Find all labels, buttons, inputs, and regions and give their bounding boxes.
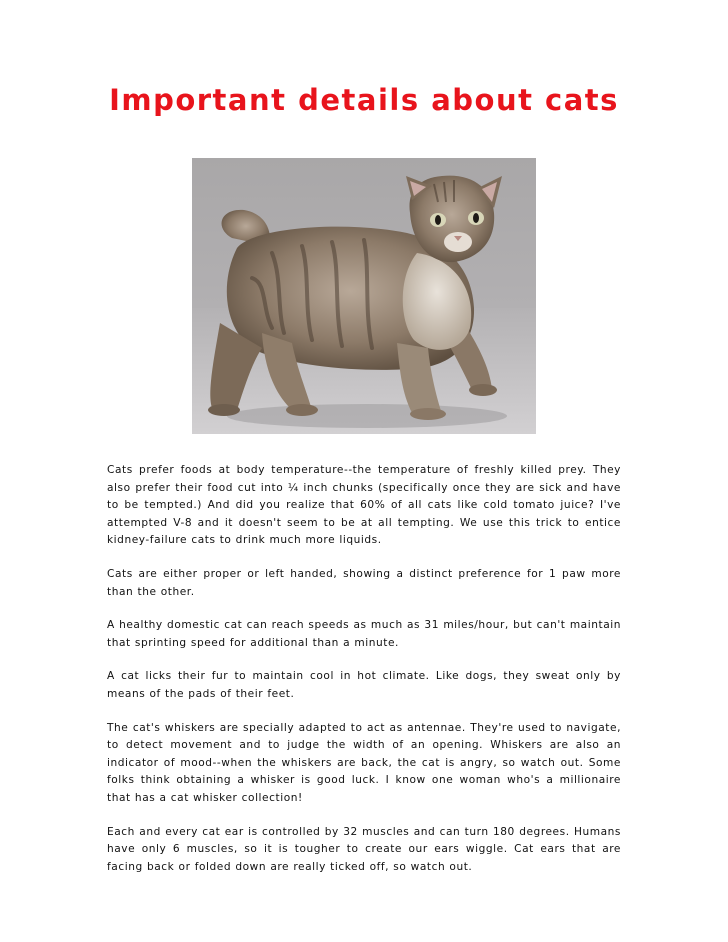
- paragraph-handedness: Cats are either proper or left handed, showing a distinct preference for 1 paw more than the other.: [107, 567, 621, 598]
- paragraph-ears: Each and every cat ear is controlled by 32 muscles and can turn 180 degrees. Humans have only 6 muscles, so it is tougher to create our ears wiggle. Cat ears that are facing back or folded down are really ticked off, so watch out.: [107, 825, 621, 873]
- article-body: [107, 462, 621, 892]
- paragraph-food-temperature: Cats prefer foods at body temperature--the temperature of freshly killed prey. They also prefer their food cut into ¼ inch chunks (specifically once they are sick and have to be tempted.) And did you realize that 60% of all cats like cold tomato juice? I've attempted V-8 and it doesn't seem to be at all tempting. We use this trick to entice kidney-failure cats to drink much more liquids.: [107, 464, 621, 547]
- kitten-photo: [192, 158, 536, 434]
- paragraph-whiskers: The cat's whiskers are specially adapted to act as antennae. They're used to navigate, to detect movement and to judge the width of an opening. Whiskers are also an indicator of mood--when the whiskers are back, the cat is angry, so watch out. Some folks think obtaining a whisker is good luck. I know one woman who's a millionaire that has a cat whisker collection!: [107, 721, 621, 804]
- page-title: Important details about cats: [109, 83, 619, 117]
- paragraph-speed: A healthy domestic cat can reach speeds as much as 31 miles/hour, but can't maintain that sprinting speed for additional than a minute.: [107, 619, 621, 649]
- paragraph-sweat: A cat licks their fur to maintain cool in hot climate. Like dogs, they sweat only by means of the pads of their feet.: [107, 670, 621, 700]
